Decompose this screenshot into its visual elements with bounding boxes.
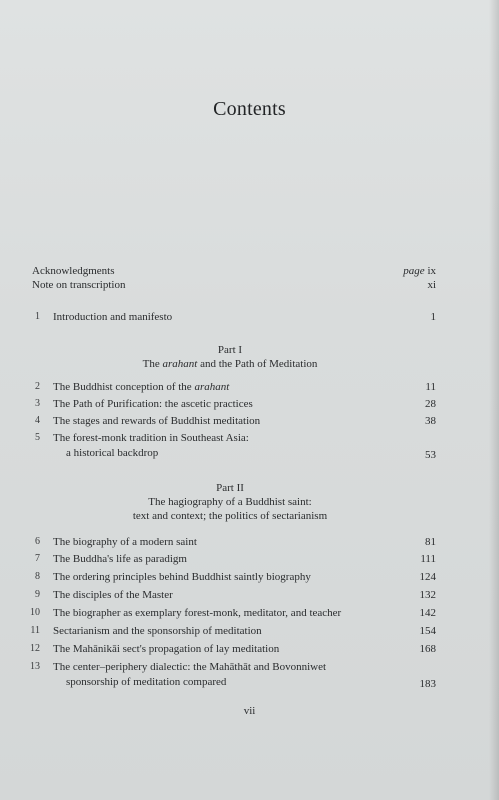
page-number: 132 <box>419 589 436 601</box>
chapter-number: 2 <box>35 381 40 392</box>
page-number: 111 <box>420 553 436 565</box>
page-number: 81 <box>425 536 436 548</box>
page-number: 168 <box>419 643 436 655</box>
page-number: 28 <box>425 398 436 410</box>
entry-label: Sectarianism and the sponsorship of meditation <box>53 625 262 637</box>
part-subtitle <box>60 357 400 371</box>
entry-label: The Buddha's life as paradigm <box>53 553 187 565</box>
toc-entry-chapter-13[interactable] <box>22 660 436 692</box>
entry-label-line1: The forest-monk tradition in Southeast Asia: <box>53 432 249 444</box>
entry-label: Introduction and manifesto <box>53 311 173 323</box>
chapter-number: 11 <box>30 625 40 636</box>
chapter-number: 7 <box>35 553 40 564</box>
entry-label: The biography of a modern saint <box>53 536 197 548</box>
part-heading: Part I <box>217 344 243 356</box>
subtitle-text: The <box>142 358 163 370</box>
entry-label-line2: sponsorship of meditation compared <box>66 676 227 688</box>
part-subtitle-line1: The hagiography of a Buddhist saint: <box>148 496 312 508</box>
part-heading: Part II <box>216 482 244 494</box>
entry-label-line2: a historical backdrop <box>66 447 159 459</box>
chapter-number: 4 <box>35 415 40 426</box>
entry-label: Acknowledgments <box>32 265 115 277</box>
label-italic: arahant <box>194 381 230 393</box>
page-folio: vii <box>243 705 256 717</box>
entry-label: The biographer as exemplary forest-monk, meditator, and teacher <box>53 607 342 619</box>
part-subtitle-line2: text and context; the politics of sectarianism <box>132 510 328 522</box>
page-number: 142 <box>419 607 436 619</box>
page-number: 38 <box>425 415 436 427</box>
page-number: 124 <box>419 571 436 583</box>
entry-label: The stages and rewards of Buddhist meditation <box>53 415 261 427</box>
page-number: 53 <box>425 449 436 461</box>
entry-page <box>403 264 436 278</box>
page-title: Contents <box>213 98 286 120</box>
chapter-number: 8 <box>35 571 40 582</box>
chapter-number: 6 <box>35 536 40 547</box>
entry-label-line1: The center–periphery dialectic: the Mahāthāt and Bovonniwet <box>53 661 327 673</box>
label-text: The Buddhist conception of the <box>53 381 195 393</box>
subtitle-text: and the Path of Meditation <box>197 358 318 370</box>
page-number: ix <box>427 265 436 277</box>
toc-entry-chapter-5[interactable] <box>22 431 436 463</box>
page-number: 11 <box>425 381 436 393</box>
chapter-number: 5 <box>35 432 40 443</box>
entry-label: The Mahānikāi sect's propagation of lay meditation <box>53 643 280 655</box>
entry-label: The Path of Purification: the ascetic practices <box>53 398 253 410</box>
chapter-number: 1 <box>35 311 40 322</box>
entry-label: The ordering principles behind Buddhist saintly biography <box>53 571 311 583</box>
chapter-number: 13 <box>30 661 40 672</box>
page-number: 1 <box>430 311 436 323</box>
page-prefix: page <box>403 265 425 277</box>
chapter-number: 12 <box>30 643 40 654</box>
entry-label: The disciples of the Master <box>53 589 173 601</box>
entry-label <box>53 380 396 394</box>
chapter-number: 10 <box>30 607 40 618</box>
entry-label: Note on transcription <box>32 279 126 291</box>
page-number: 154 <box>419 625 436 637</box>
page-number: 183 <box>419 678 436 690</box>
page-number: xi <box>427 279 436 291</box>
subtitle-italic: arahant <box>162 358 198 370</box>
chapter-number: 9 <box>35 589 40 600</box>
chapter-number: 3 <box>35 398 40 409</box>
